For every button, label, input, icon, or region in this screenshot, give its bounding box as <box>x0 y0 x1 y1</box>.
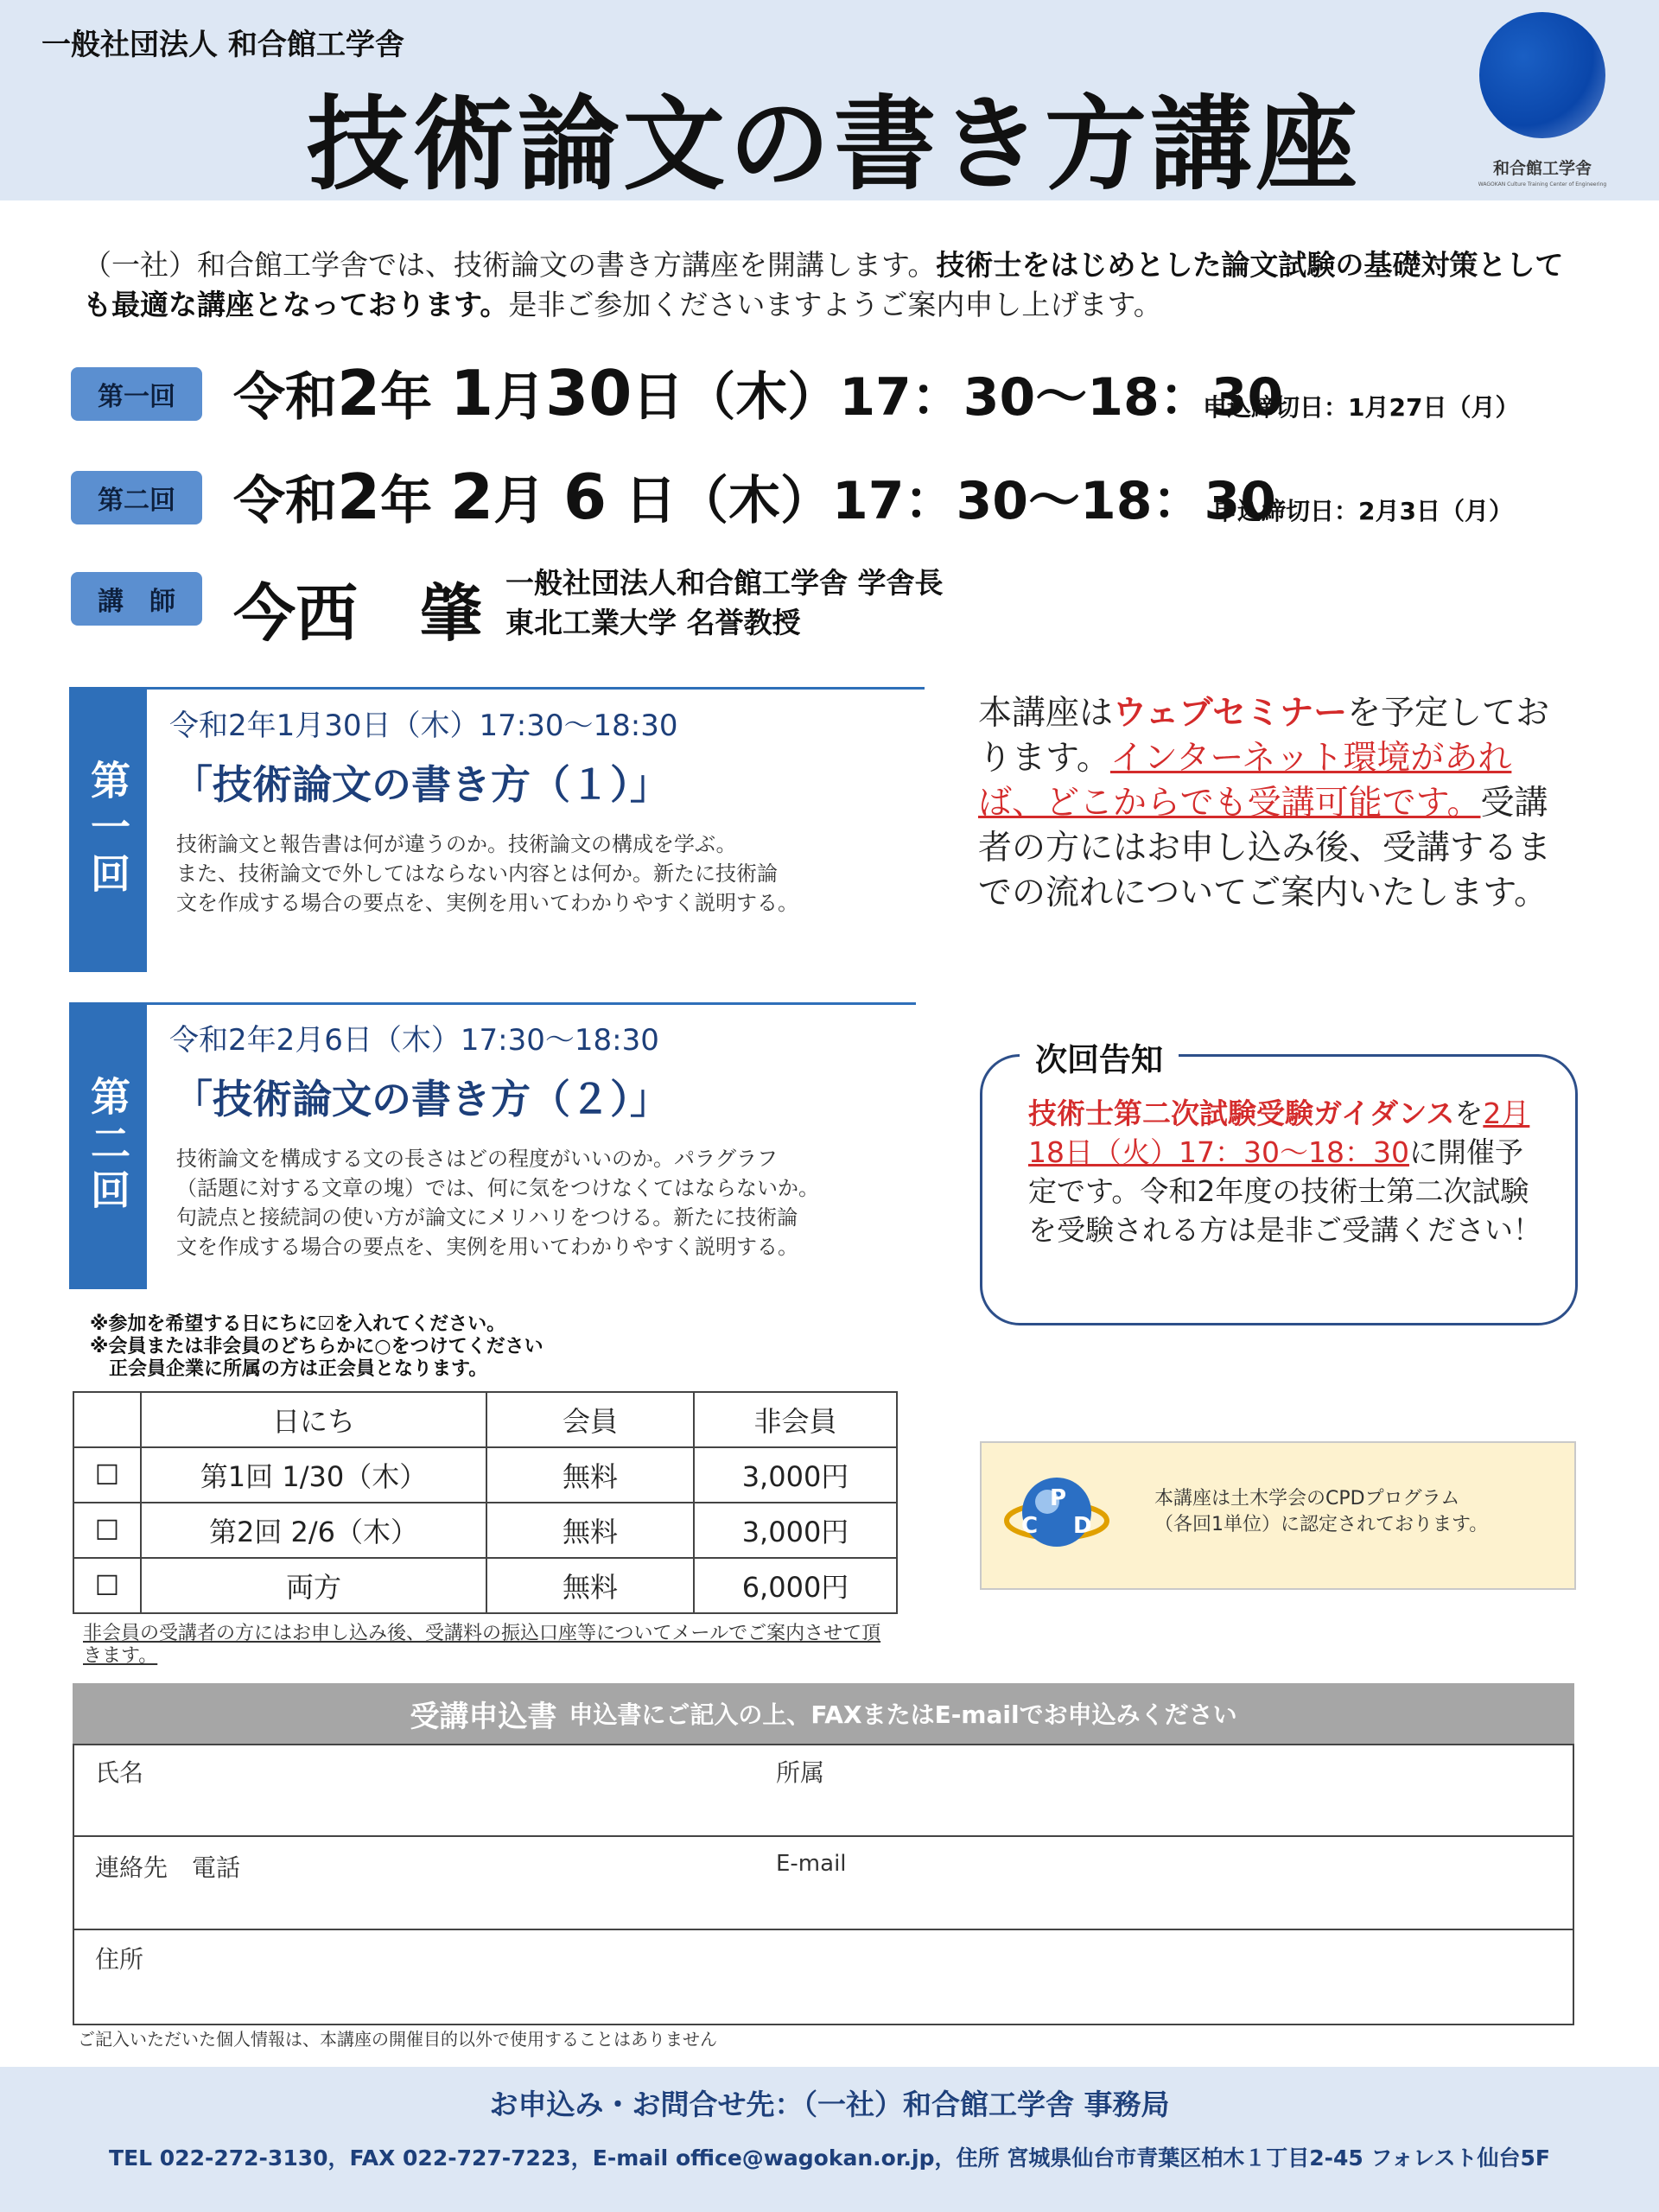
cpd-text: 本講座は土木学会のCPDプログラム （各回1単位）に認定されております。 <box>1154 1488 1489 1535</box>
intro-text <box>83 245 1569 325</box>
email-field[interactable] <box>899 1842 1564 1923</box>
logo <box>1469 10 1616 192</box>
form-label-affiliation: 所属 <box>776 1758 825 1787</box>
form-divider-1 <box>73 1835 1574 1837</box>
svg-text:C: C <box>1021 1513 1039 1539</box>
session-2-label: 第二回 <box>69 1002 147 1289</box>
lecturer-aff-2: 東北工業大学 名誉教授 <box>505 606 801 639</box>
schedule-date-2: 令和2年 2月 6 日（木）17：30〜18：30 <box>233 461 1276 533</box>
webinar-text: 本講座はウェブセミナーを予定しております。インターネット環境があれば、どこからでも受講可能です。受講者の方にはお申し込み後、受講するまでの流れについてご案内いたします。 <box>978 694 1552 912</box>
lecturer-badge: 講 師 <box>71 572 202 626</box>
page-title: 技術論文の書き方講座 <box>307 85 1362 204</box>
schedule-date-1: 令和2年 1月30日（木）17：30〜18：30 <box>233 357 1284 429</box>
form-divider-2 <box>73 1929 1574 1930</box>
header-nonmember: 非会員 <box>694 1392 897 1447</box>
notice-body: 技術士第二次試験受験ガイダンスを2月18日（火）17：30〜18：30に開催予定です。令和2年度の技術士第二次試験を受験される方は是非ご受講ください！ <box>1028 1096 1541 1247</box>
session-2-date: 令和2年2月6日（木）17:30〜18:30 <box>169 1023 659 1058</box>
table-header-row <box>73 1392 897 1447</box>
table-row: ☐ 両方 無料 6,000円 <box>73 1558 897 1613</box>
intro-part2: 是非ご参加くださいますようご案内申し上げます。 <box>508 288 1162 321</box>
form-label-email: E-mail <box>776 1851 847 1877</box>
cpd-logo-icon <box>1002 1460 1111 1569</box>
logo-circle-icon <box>1479 12 1605 138</box>
footer-contact-details: TEL 022-272-3130，FAX 022-727-7223，E-mail office@wagokan.or.jp，住所 宮城県仙台市青葉区柏木１丁目2-45 フォレスト仙台5F <box>109 2145 1550 2171</box>
form-label-name: 氏名 <box>95 1758 144 1787</box>
svg-text:D: D <box>1073 1513 1092 1539</box>
schedule-badge-2: 第二回 <box>71 471 202 524</box>
lecturer-affiliation <box>505 563 944 643</box>
table-row: ☐ 第1回 1/30（木） 無料 3,000円 <box>73 1447 897 1503</box>
org-name: 一般社団法人 和合館工学舎 <box>41 28 404 62</box>
form-label-phone: 連絡先 電話 <box>95 1853 241 1882</box>
session-1-label: 第一回 <box>69 687 147 972</box>
table-row: ☐ 第2回 2/6（木） 無料 3,000円 <box>73 1503 897 1558</box>
session-1-line <box>69 687 925 690</box>
session-1-title: 「技術論文の書き方（１）」 <box>173 761 670 808</box>
lecturer-name: 今西 肇 <box>233 577 483 650</box>
header-member: 会員 <box>486 1392 694 1447</box>
fee-note: 非会員の受講者の方にはお申し込み後、受講料の振込口座等についてメールでご案内させて頂きます。 <box>83 1623 881 1667</box>
address-field[interactable] <box>207 1936 1564 2017</box>
checkbox-both[interactable]: ☐ <box>73 1558 141 1613</box>
session-2-line <box>69 1002 916 1005</box>
logo-text: 和合館工学舎 <box>1492 159 1592 178</box>
header-date: 日にち <box>141 1392 486 1447</box>
fee-table <box>73 1391 898 1614</box>
phone-field[interactable] <box>276 1842 743 1923</box>
lecturer-aff-1: 一般社団法人和合館工学舎 学舎長 <box>505 566 944 600</box>
svg-text:P: P <box>1050 1485 1067 1511</box>
session-1-desc: 技術論文と報告書は何が違うのか。技術論文の構成を学ぶ。 また、技術論文で外してはならない内容とは何か。新たに技術論 文を作成する場合の要点を、実例を用いてわかりやすく説明する。 <box>176 832 798 915</box>
intro-bold: 技術士をはじめとした論文試験の基礎対策としても最適な講座となっております。 <box>83 248 1564 321</box>
schedule-badge-1: 第一回 <box>71 367 202 421</box>
checkbox-session-2[interactable]: ☐ <box>73 1503 141 1558</box>
session-2-title: 「技術論文の書き方（２）」 <box>173 1076 670 1122</box>
checkbox-session-1[interactable]: ☐ <box>73 1447 141 1503</box>
form-header <box>73 1683 1574 1744</box>
schedule-deadline-2: 申込締切日：2月3日（月） <box>1213 497 1513 525</box>
session-1-date: 令和2年1月30日（木）17:30〜18:30 <box>169 709 678 743</box>
intro-part1: （一社）和合館工学舎では、技術論文の書き方講座を開講します。 <box>83 248 937 282</box>
privacy-note: ご記入いただいた個人情報は、本講座の開催目的以外で使用することはありません <box>78 2029 717 2050</box>
schedule-deadline-1: 申込締切日：1月27日（月） <box>1203 393 1520 422</box>
notice-title: 次回告知 <box>1020 1033 1179 1080</box>
form-title: 受講申込書 <box>410 1699 557 1734</box>
logo-subtext: WAGOKAN Culture Training Center of Engineering <box>1478 181 1607 188</box>
affiliation-field[interactable] <box>899 1749 1564 1830</box>
form-subtitle: 申込書にご記入の上、FAXまたはE-mailでお申込みください <box>569 1700 1237 1729</box>
session-2-desc: 技術論文を構成する文の長さはどの程度がいいのか。パラグラフ （話題に対する文章の塊）では、何に気をつけなくてはならないか。 句読点と接続詞の使い方が論文にメリハリをつける。新たに技術論 文を作成する場合の要点を、実例を用いてわかりやすく説明する。 <box>176 1147 819 1259</box>
name-field[interactable] <box>251 1749 734 1830</box>
form-label-address: 住所 <box>95 1945 144 1974</box>
participation-notes: ※参加を希望する日にちに☑を入れてください。 ※会員または非会員のどちらかに○をつけてください 正会員企業に所属の方は正会員となります。 <box>90 1313 543 1380</box>
footer-contact-title: お申込み・お問合せ先：（一社）和合館工学舎 事務局 <box>489 2088 1170 2121</box>
